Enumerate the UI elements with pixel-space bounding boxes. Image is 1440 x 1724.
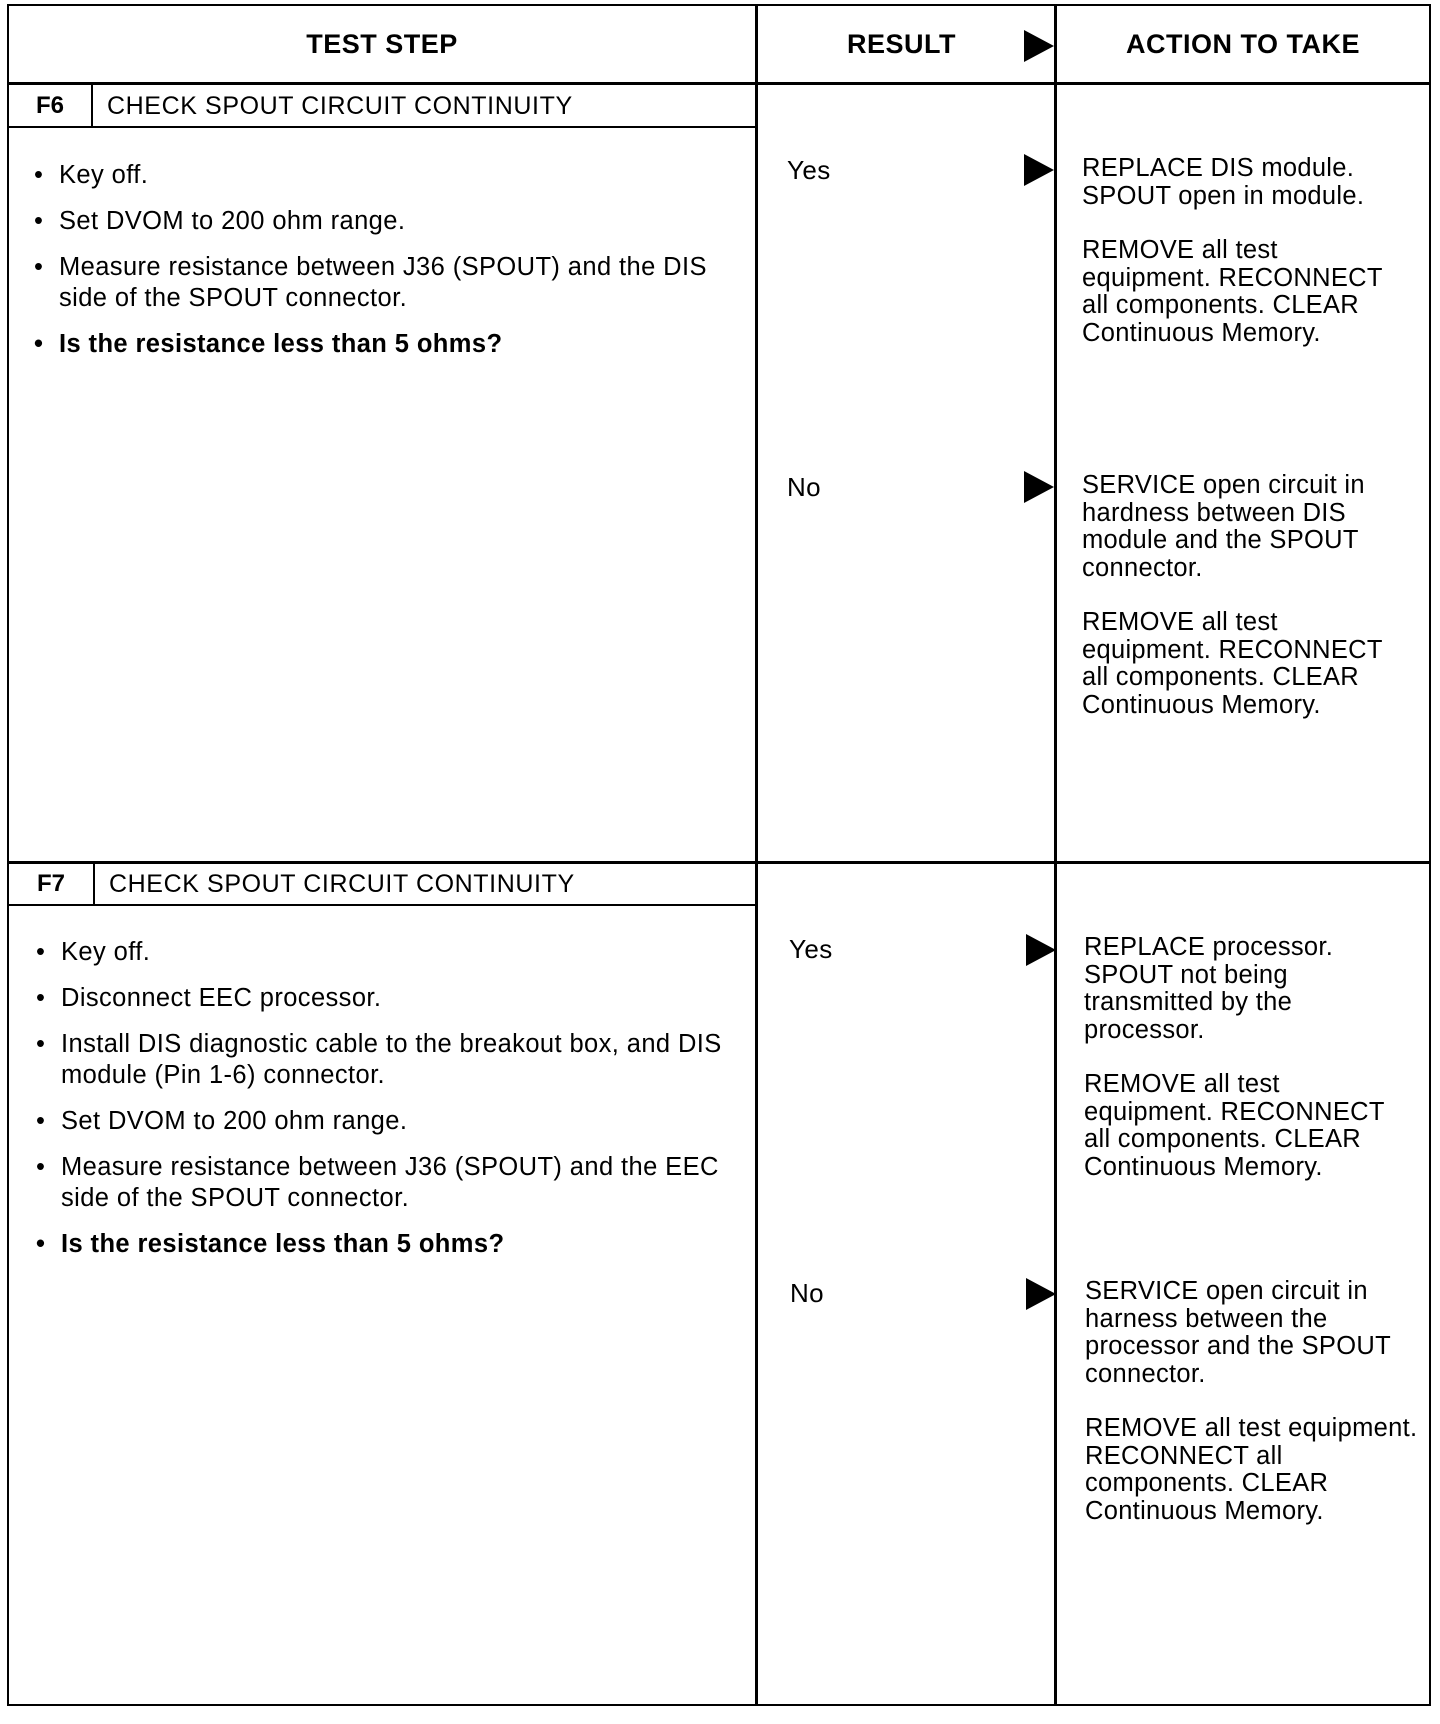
step-title-f7: CHECK SPOUT CIRCUIT CONTINUITY <box>109 869 575 898</box>
list-item-question: • Is the resistance less than 5 ohms? <box>32 1229 732 1260</box>
action-text: REPLACE processor. SPOUT not being transmitted by the processor. <box>1084 933 1334 1044</box>
f7-result-no: No <box>790 1278 825 1308</box>
f7-no-arrow-icon <box>1026 1278 1056 1310</box>
list-item: • Measure resistance between J36 (SPOUT) and the DIS side of the SPOUT connector. <box>30 252 730 314</box>
f6-id-divider <box>91 84 93 127</box>
step-id-f6: F6 <box>35 92 64 119</box>
f7-title-bottom-rule <box>7 904 757 906</box>
header-action: ACTION TO TAKE <box>1126 28 1360 59</box>
f6-yes-actions <box>1082 155 1412 374</box>
header-result: RESULT <box>847 28 956 59</box>
action-text: REMOVE all test equipment. RECONNECT all components. CLEAR Continuous Memory. <box>1084 1070 1385 1181</box>
action-text: REMOVE all test equipment. RECONNECT all components. CLEAR Continuous Memory. <box>1082 608 1383 719</box>
list-item: • Key off. <box>32 937 732 968</box>
header-arrow-icon <box>1024 30 1054 62</box>
list-item: • Set DVOM to 200 ohm range. <box>32 1106 732 1137</box>
f6-result-no: No <box>787 472 822 502</box>
step-title-f6: CHECK SPOUT CIRCUIT CONTINUITY <box>107 91 573 120</box>
f7-yes-actions <box>1084 934 1414 1208</box>
f7-procedure-list <box>32 937 732 1275</box>
f6-no-actions <box>1082 472 1412 746</box>
f7-result-yes: Yes <box>789 934 833 964</box>
column-divider-action <box>1054 4 1057 1706</box>
action-text: SERVICE open circuit in harness between the processor and the SPOUT connector. <box>1085 1277 1391 1388</box>
header-test-step: TEST STEP <box>306 28 458 59</box>
list-item-question: • Is the resistance less than 5 ohms? <box>30 329 730 360</box>
action-text: SERVICE open circuit in hardness between DIS module and the SPOUT connector. <box>1082 471 1365 582</box>
f6-result-yes: Yes <box>787 155 831 185</box>
f7-yes-arrow-icon <box>1026 934 1056 966</box>
action-text: REMOVE all test equipment. RECONNECT all components. CLEAR Continuous Memory. <box>1082 236 1383 347</box>
f6-yes-arrow-icon <box>1024 154 1054 186</box>
f7-id-divider <box>93 863 95 905</box>
f7-no-actions <box>1085 1278 1425 1552</box>
f6-procedure-list <box>30 160 730 375</box>
column-divider-result <box>755 4 758 1706</box>
action-text: REMOVE all test equipment. RECONNECT all components. CLEAR Continuous Memory. <box>1085 1414 1418 1525</box>
f6-no-arrow-icon <box>1024 471 1054 503</box>
list-item: • Disconnect EEC processor. <box>32 983 732 1014</box>
list-item: • Install DIS diagnostic cable to the breakout box, and DIS module (Pin 1-6) connector. <box>32 1029 732 1091</box>
list-item: • Key off. <box>30 160 730 191</box>
list-item: • Measure resistance between J36 (SPOUT) and the EEC side of the SPOUT connector. <box>32 1152 732 1214</box>
step-id-f7: F7 <box>36 870 65 897</box>
action-text: REPLACE DIS module. SPOUT open in module. <box>1082 154 1365 210</box>
list-item: • Set DVOM to 200 ohm range. <box>30 206 730 237</box>
f6-title-bottom-rule <box>7 126 757 128</box>
